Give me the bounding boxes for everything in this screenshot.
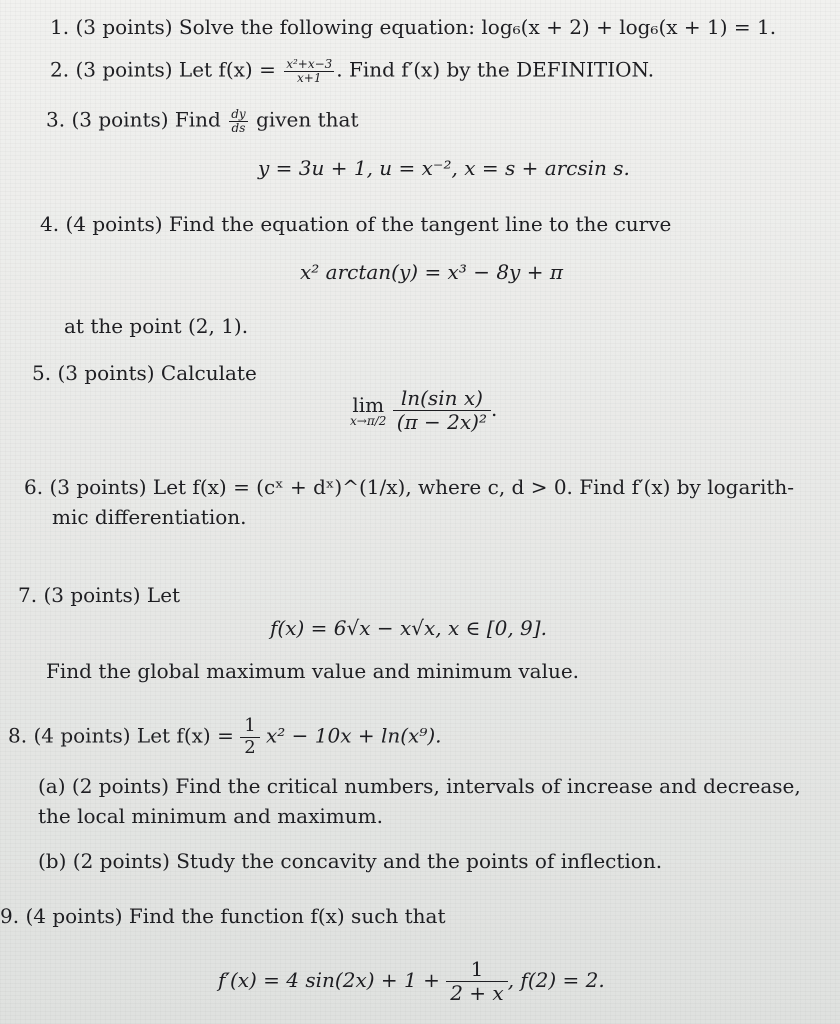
problem-9-frac-denominator: 2 + x	[450, 981, 504, 1005]
problem-3-frac-denominator: ds	[231, 120, 246, 135]
problem-5-denominator: (π − 2x)²	[396, 410, 487, 434]
problem-5-limit	[350, 392, 387, 428]
problem-2-fraction	[284, 58, 334, 84]
problem-8-half	[240, 716, 259, 758]
problem-1-text: 1. (3 points) Solve the following equation: log₆(x + 2) + log₆(x + 1) = 1.	[50, 15, 777, 39]
problem-2-text-after: . Find f′(x) by the DEFINITION.	[336, 57, 655, 82]
problem-9-fraction	[446, 958, 507, 1005]
problem-8-half-numerator: 1	[240, 716, 259, 738]
problem-4-point: at the point (2, 1).	[64, 314, 249, 338]
problem-2-frac-numerator: x²+x−3	[286, 57, 333, 71]
problem-9-equation	[218, 958, 605, 1005]
problem-3-fraction	[229, 108, 247, 134]
problem-8-half-denominator: 2	[244, 736, 256, 758]
problem-1	[50, 17, 776, 37]
problem-7-task: Find the global maximum value and minimum value.	[46, 659, 580, 683]
problem-6-line-1: 6. (3 points) Let f(x) = (cˣ + dˣ)^(1/x), where c, d > 0. Find f′(x) by logarith-	[24, 475, 795, 499]
problem-8b: (b) (2 points) Study the concavity and the points of inflection.	[38, 849, 663, 873]
problem-3-frac-numerator: dy	[231, 107, 246, 121]
problem-7	[18, 585, 180, 605]
problem-5-fraction	[393, 387, 491, 434]
problem-5-lim-subscript: x→π/2	[350, 413, 387, 428]
problem-5-period: .	[491, 397, 498, 421]
problem-2	[50, 58, 654, 84]
problem-4-text: 4. (4 points) Find the equation of the tangent line to the curve	[40, 212, 672, 236]
problem-9-frac-numerator: 1	[446, 958, 507, 982]
problem-5-numerator: ln(sin x)	[393, 387, 491, 411]
problem-5-lim-label: lim	[352, 392, 385, 417]
problem-5-limit-expression	[350, 387, 497, 434]
problem-3-equation: y = 3u + 1, u = x⁻², x = s + arcsin s.	[258, 156, 630, 180]
problem-4-equation: x² arctan(y) = x³ − 8y + π	[300, 260, 563, 284]
problem-8a-line-2: the local minimum and maximum.	[38, 804, 383, 828]
problem-9	[0, 906, 446, 926]
problem-8-text-before: 8. (4 points) Let f(x) =	[8, 723, 234, 748]
problem-4	[40, 214, 671, 234]
problem-6-line-2: mic differentiation.	[52, 505, 247, 529]
problem-3-text-after: given that	[256, 107, 359, 132]
problem-8a-line-1: (a) (2 points) Find the critical numbers, intervals of increase and decrease,	[38, 774, 801, 798]
problem-8	[8, 716, 442, 758]
problem-3-text-before: 3. (3 points) Find	[46, 107, 221, 132]
problem-5-text: 5. (3 points) Calculate	[32, 361, 257, 385]
problem-9-eq-before: f′(x) = 4 sin(2x) + 1 +	[218, 968, 440, 992]
problem-2-frac-denominator: x+1	[297, 70, 322, 85]
problem-8-text-after: x² − 10x + ln(x⁹).	[266, 723, 442, 748]
problem-3	[46, 108, 359, 134]
problem-9-eq-after: , f(2) = 2.	[507, 968, 605, 992]
problem-9-text: 9. (4 points) Find the function f(x) such that	[0, 904, 446, 928]
problem-7-equation: f(x) = 6√x − x√x, x ∈ [0, 9].	[270, 616, 547, 640]
problem-7-text: 7. (3 points) Let	[18, 583, 181, 607]
problem-2-text-before: 2. (3 points) Let f(x) =	[50, 57, 276, 82]
problem-5	[32, 363, 257, 383]
